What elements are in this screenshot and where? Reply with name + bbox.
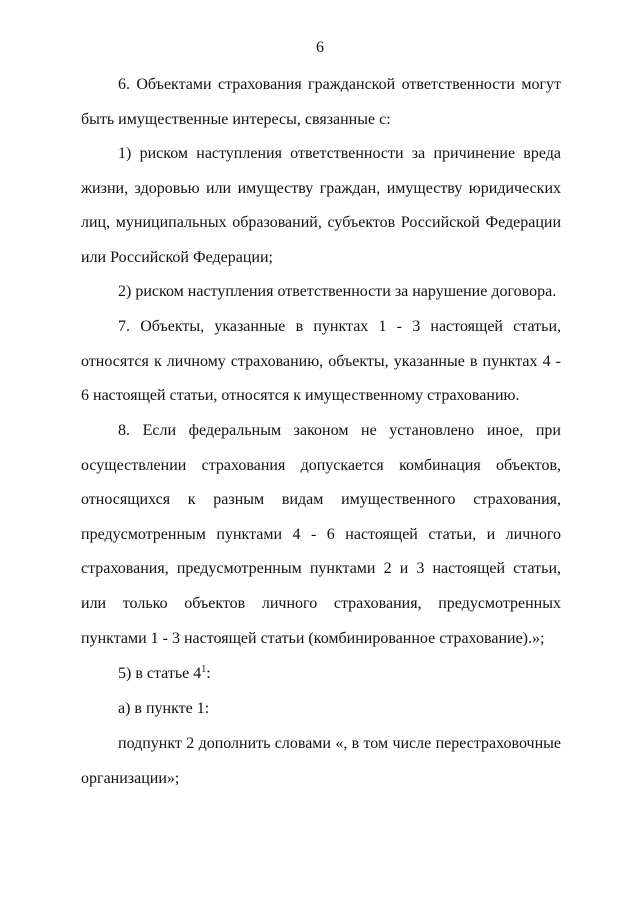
paragraph-text: 7. Объекты, указанные в пунктах 1 - 3 настоящей статьи, относятся к личному страхованию, объекты, указанные в пунктах 4 - 6 настоящей статьи, относятся к имущественному страхованию. <box>81 318 561 405</box>
paragraph-6-1-risk-harm <box>81 137 561 275</box>
page-number: 6 <box>316 39 324 56</box>
paragraph-8-combined-insurance <box>81 414 561 656</box>
paragraph-text: 1) риском наступления ответственности за причинение вреда жизни, здоровью или имуществу граждан, имуществу юридических лиц, муниципальных образований, субъектов Российской Федерации или Российской Федерации; <box>81 145 561 266</box>
paragraph-5-article-4-1 <box>81 657 561 692</box>
paragraph-text: 2) риском наступления ответственности за нарушение договора. <box>118 283 557 300</box>
paragraph-text: 6. Объектами страхования гражданской ответственности могут быть имущественные интересы, связанные с: <box>81 76 561 128</box>
superscript: 1 <box>201 664 207 675</box>
paragraph-suffix: : <box>206 665 211 682</box>
paragraph-text: 8. Если федеральным законом не установлено иное, при осуществлении страхования допускается комбинация объектов, относящихся к разным видам имущественного страхования, предусмотренным пунктами 4 - 6 настоящей статьи, и личного страхования, предусмотренным пунктами 2 и 3 настоящей статьи, или только объектов личного страхования, предусмотренных пунктами 1 - 3 настоящей статьи (комбинированное страхование).»; <box>81 422 561 647</box>
paragraph-6-2-risk-contract <box>81 275 561 310</box>
paragraph-text: а) в пункте 1: <box>118 700 210 717</box>
paragraph-a-point-1 <box>81 692 561 727</box>
paragraph-7-objects-classification <box>81 310 561 414</box>
paragraph-text: подпункт 2 дополнить словами «, в том числе перестраховочные организации»; <box>81 735 561 787</box>
paragraph-6-objects-liability <box>81 68 561 137</box>
paragraph-text: 5) в статье 4 <box>118 665 202 682</box>
paragraph-subpoint-2-amendment <box>81 727 561 796</box>
